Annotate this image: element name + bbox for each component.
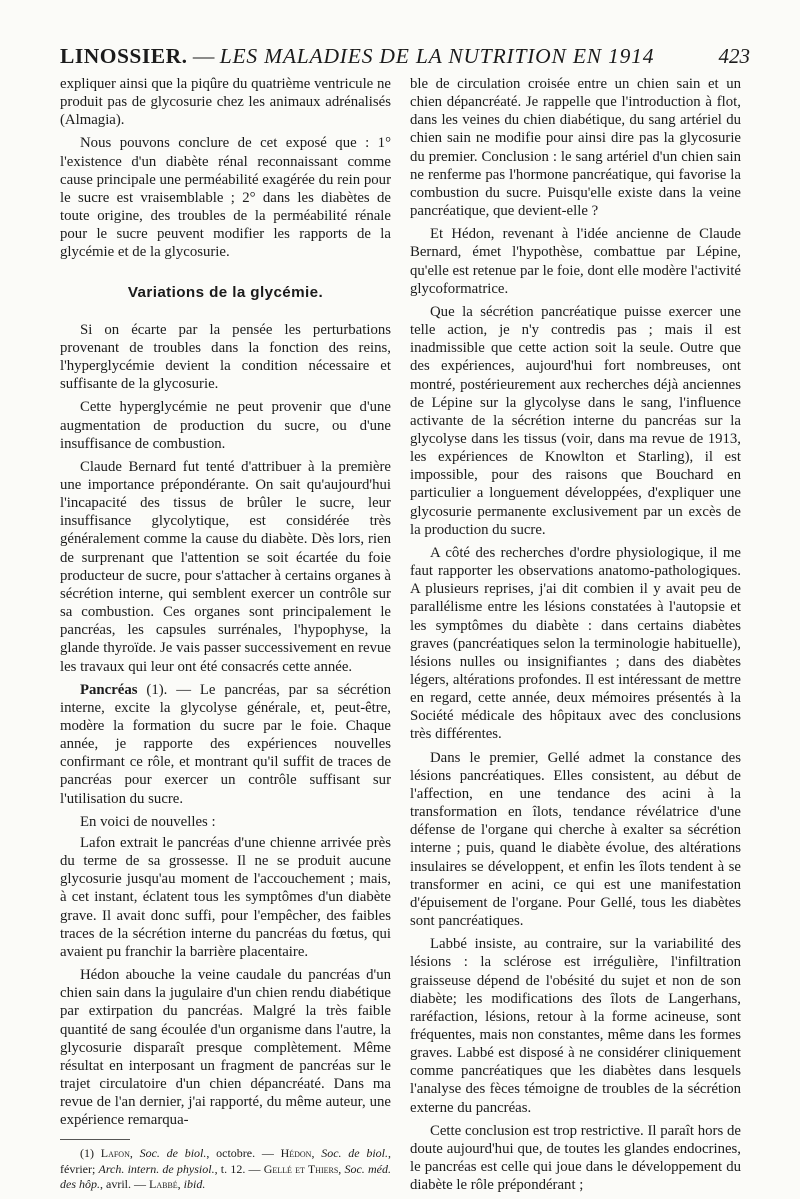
paragraph: Pancréas (1). — Le pancréas, par sa sécrétion interne, excite la glycolyse générale, et, peut-être, modère la formation du sucre par le foie. Chaque année, je rapporte des expériences nouvelles confirmant ce rôle, et montrant qu'il suffit de traces de pancréas pour exercer un contrôle suffisant sur l'utilisation du sucre. bbox=[60, 681, 391, 807]
paragraph: Cette conclusion est trop restrictive. Il paraît hors de doute aujourd'hui que, de toutes les glandes endocrines, le pancréas est celle qui joue dans le développement du diabète le rôle prépondérant ; bbox=[410, 1122, 741, 1194]
left-column bbox=[60, 75, 391, 1198]
paragraph: Dans le premier, Gellé admet la constance des lésions pancréatiques. Elles consistent, au début de l'affection, en une tendance des acini à la transformation en îlots, tendance révélatrice d'une défense de l'organe qui cherche à exalter sa sécrétion interne ; puis, quand le diabète évolue, des altérations insulaires se développent, et enfin les îlots tendent à se transformer en acini, ce qui est une manifestation d'épuisement de l'organe. Pour Gellé, tous les diabètes sont pancréatiques. bbox=[410, 749, 741, 930]
pancreas-lead: Pancréas bbox=[80, 681, 138, 698]
paragraph: Hédon abouche la veine caudale du pancréas d'un chien sain dans la jugulaire d'un chien rendu diabétique par extirpation du pancréas. Malgré la très faible quantité de sang écoulée d'un organisme dans l'autre, la glycosurie disparaît presque complètement. Même résultat en interposant un fragment de pancréas sur le trajet circulatoire d'un chien dépancréaté. Dans ma revue de l'an dernier, j'ai rapporté, du même auteur, une expérience remarqua- bbox=[60, 967, 391, 1129]
paragraph: Labbé insiste, au contraire, sur la variabilité des lésions : la sclérose est irrégulière, l'infiltration graisseuse dépend de l'obésité du sujet et non de son diabète; les modifications des îlots de Langerhans, raréfaction, lésions, retour à la forme acineuse, sont fréquentes, mais non constantes, même dans les formes graves. Labbé est disposé à ne considérer cliniquement comme pancréatiques que les diabètes dans lesquels l'analyse des fèces témoigne de troubles de la sécrétion externe du pancréas. bbox=[410, 936, 741, 1116]
paragraph: Si on écarte par la pensée les perturbations provenant de troubles dans la fonction des reins, l'hyperglycémie devient la condition nécessaire et suffisante de la glycosurie. bbox=[60, 321, 391, 393]
paragraph: Lafon extrait le pancréas d'une chienne arrivée près du terme de sa grossesse. Il ne se produit aucune glycosurie jusqu'au moment de l'accouchement ; mais, à cet instant, éclatent tous les symptômes d'un diabète grave. Il avait donc suffi, pour l'empêcher, des faibles traces de la sécrétion interne du pancréas du fœtus, qui avaient pu franchir la barrière placentaire. bbox=[60, 834, 391, 960]
paragraph: Claude Bernard fut tenté d'attribuer à la première une importance prépondérante. On sait qu'aujourd'hui l'incapacité des tissus de brûler le sucre, leur insuffisance glycolytique, est considérée très généralement comme la cause du diabète. Dès lors, rien de surprenant que l'attention se soit écartée du foie producteur de sucre, pour s'attacher à certains organes à sécrétion interne, qui semblent exercer un contrôle sur sa combustion. Ces organes sont principalement le pancréas, les capsules surrénales, l'hypophyse, la glande thyroïde. Je vais passer successivement en revue les travaux qui leur ont été consacrés cette année. bbox=[60, 458, 391, 675]
paragraph: Que la sécrétion pancréatique puisse exercer une telle action, je n'y contredis pas ; mais il est inadmissible que cette action soit la seule. Outre que des expériences, aujourd'hui fort nombreuses, ont montré, postérieurement aux recherches déjà anciennes de Lépine sur la glycolyse dans le sang, l'influence activante de la sécrétion interne du pancréas sur la glycolyse dans les tissus (voir, dans ma revue de 1913, les expériences de Knowlton et Starling), il est impossible, pour des raisons que Bouchard en particulier a longuement développées, d'expliquer une glycosurie permanente exclusivement par un excès de la production du sucre. bbox=[410, 303, 741, 538]
paragraph: Cette hyperglycémie ne peut provenir que d'une augmentation de production du sucre, ou d'une insuffisance de combustion. bbox=[60, 399, 391, 452]
page-number: 423 bbox=[718, 44, 750, 68]
right-column bbox=[410, 75, 741, 1199]
paragraph: A côté des recherches d'ordre physiologique, il me faut rapporter les observations anatomo-pathologiques. A plusieurs reprises, j'ai dit combien il y avait peu de parallélisme entre les lésions constatées à l'autopsie et les symptômes du diabète : dans certains diabètes graves (pancréatiques selon la terminologie habituelle), lésions nulles ou insignifiantes ; dans des diabètes légers, altérations profondes. Il est intéressant de mettre en regard, cette année, deux mémoires présentés à la Société médicale des hôpitaux avec des conclusions très différentes. bbox=[410, 544, 741, 743]
footnote-rule bbox=[60, 1139, 130, 1140]
header-title: LES MALADIES DE LA NUTRITION EN 1914 bbox=[219, 44, 655, 68]
running-header bbox=[60, 44, 750, 72]
footnote: (1) Lafon, Soc. de biol., octobre. — Hédon, Soc. de biol., février; Arch. intern. de physiol., t. 12. — Gellé et Thiers, Soc. méd. des hôp., avril. — Labbé, ibid. bbox=[60, 1146, 391, 1192]
paragraph: Nous pouvons conclure de cet exposé que : 1° l'existence d'un diabète rénal reconnaissant comme cause principale une perméabilité exagérée du rein pour le sucre est vraisemblable ; 2° dans les diabètes de toute origine, des troubles de la perméabilité rénale pour le sucre peuvent modifier les rapports de la glycémie et de la glycosurie. bbox=[60, 135, 391, 261]
paragraph: ble de circulation croisée entre un chien sain et un chien dépancréaté. Je rappelle que l'introduction à flot, dans les veines du chien diabétique, du sang artériel du chien sain ne modifie pour ainsi dire pas la glycosurie du premier. Conclusion : le sang artériel d'un chien sain ne renferme pas l'hormone pancréatique, qui favorise la combustion du sucre. Puisqu'elle existe dans la veine pancréatique, que devient-elle ? bbox=[410, 76, 741, 220]
paragraph: En voici de nouvelles : bbox=[80, 813, 216, 830]
header-author: LINOSSIER. bbox=[60, 44, 188, 68]
paragraph: expliquer ainsi que la piqûre du quatrième ventricule ne produit pas de glycosurie chez les animaux adrénalisés (Almagia). bbox=[60, 76, 391, 129]
paragraph: Et Hédon, revenant à l'idée ancienne de Claude Bernard, émet l'hypothèse, combattue par Lépine, qu'elle est retenue par le foie, dont elle modère l'activité glycoformatrice. bbox=[410, 226, 741, 297]
section-heading: Variations de la glycémie. bbox=[127, 283, 324, 301]
header-dash: — bbox=[192, 44, 215, 68]
